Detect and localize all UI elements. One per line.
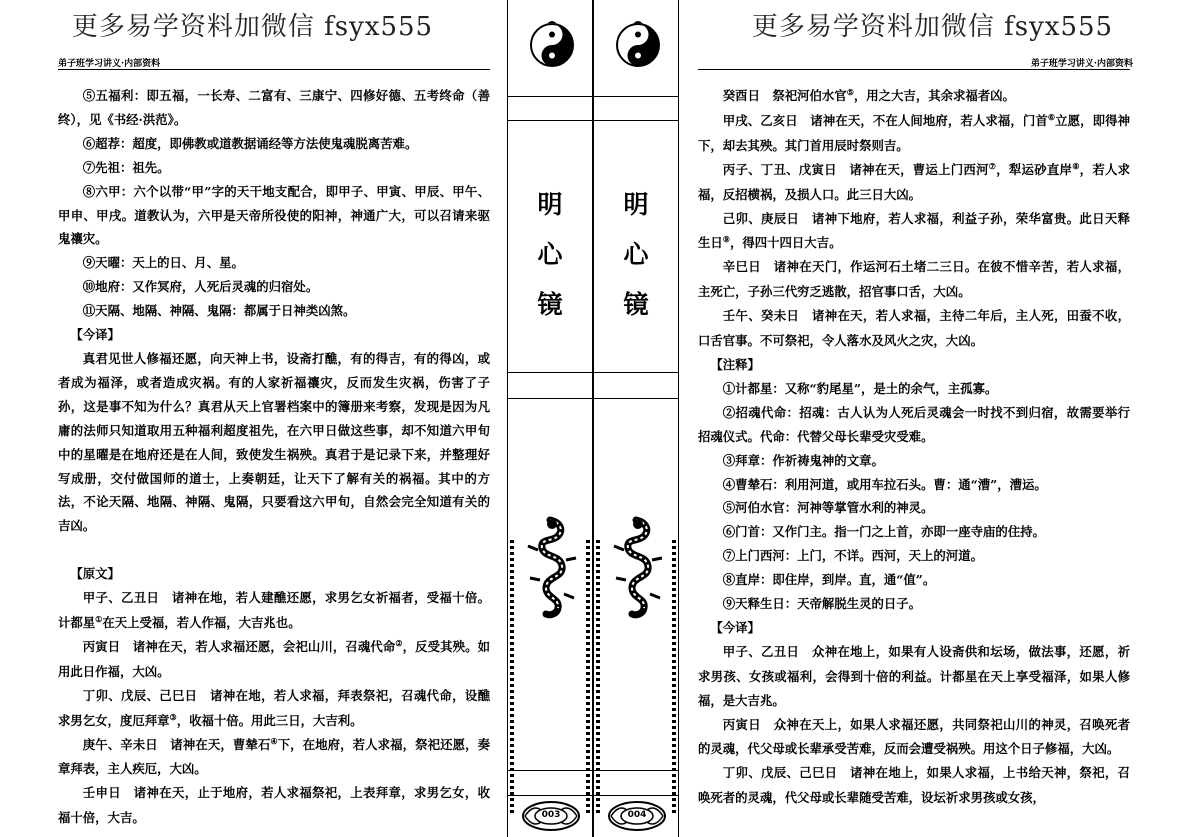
taiji-icon	[527, 18, 577, 68]
note-paragraph: ⑦先祖：祖先。	[82, 159, 170, 175]
entry-day: 癸酉日	[722, 89, 760, 103]
footnote-ref: ④	[270, 735, 278, 746]
spine-title: 明 心 镜	[623, 190, 649, 319]
entry-day: 己卯、庚辰日	[722, 211, 800, 226]
footnote-ref: ⑦	[988, 160, 997, 171]
spine-stripe	[586, 540, 590, 815]
spine-stripe	[596, 540, 600, 815]
entry-paragraph: 甲子、乙丑日 诸神在地，若人建醮还愿，求男乞女祈福者，受福十倍。计都星①在天上受福，若人作福，大吉兆也。	[58, 590, 491, 631]
section-heading-jinyi: 【今译】	[70, 327, 120, 343]
page-number-ornament	[521, 799, 581, 833]
dragon-icon	[522, 516, 580, 620]
entry-paragraph: 丙寅日 诸神在天，若人求福还愿，会祀山川，召魂代命②，反受其殃。如用此日作福，大凶。	[58, 637, 491, 679]
note-paragraph: ⑪天隔、地隔、神隔、鬼隔：都属于日神类凶煞。	[82, 303, 356, 319]
translation-paragraph: 丁卯、戊辰、己巳日 诸神在地上，如果人求福，上书给天神，祭祀，召唤死者的灵魂，代父母或长辈随受苦难，设坛祈求男孩或女孩，	[698, 765, 1131, 806]
book-spine	[505, 0, 680, 837]
entry-day: 辛巳日	[722, 260, 762, 275]
spine-strip-right	[593, 0, 679, 837]
spine-rule	[508, 398, 592, 399]
note-paragraph: ⑤河伯水官：河神等掌管水利的神灵。	[722, 500, 934, 516]
entry-paragraph: 壬午、癸未日 诸神在天，若人求福，主待二年后，主人死，田蚕不收，口舌官事。不可祭祀，令人落水及风火之灾，大凶。	[698, 308, 1131, 349]
entry-day: 丙子、丁丑、戊寅日	[722, 162, 837, 177]
entry-day: 甲子、乙丑日	[82, 591, 160, 606]
note-paragraph: ②招魂代命：招魂：古人认为人死后灵魂会一时找不到归宿，故需要举行招魂仪式。代命：代替父母长辈受灾受难。	[698, 404, 1130, 444]
note-paragraph: ⑨天释生日：天帝解脱生灵的日子。	[722, 596, 922, 612]
section-heading-yuanwen: 【原文】	[70, 566, 120, 582]
entry-paragraph: 辛巳日 诸神在天门，作运河石土堵二三日。在彼不惜辛苦，若人求福，主死亡，子孙三代穷乏逃散，招官事口舌，大凶。	[698, 259, 1131, 300]
entry-day: 丁卯、戊辰、己巳日	[82, 688, 198, 703]
note-paragraph: ④曹辇石：利用河道，或用车拉石头。曹：通“漕”，漕运。	[722, 476, 1047, 492]
note-paragraph: ⑧直岸：即住岸，到岸。直，通“值”。	[722, 572, 936, 588]
spine-rule	[594, 770, 678, 771]
spine-strip-left	[507, 0, 593, 837]
translation-paragraph: 甲子、乙丑日 众神在地上，如果有人设斋供和坛场，做法事，还愿，祈求男孩、女孩或福利，会得到十倍的利益。计都星在天上享受福泽，如果人修福，是大吉兆。	[698, 643, 1131, 708]
page-number-ornament	[607, 799, 667, 833]
entry-day: 丁卯、戊辰、己巳日	[722, 766, 838, 781]
dragon-icon	[608, 516, 666, 620]
footnote-ref: ②	[395, 637, 403, 648]
series-note: 弟子班学习讲义·内部资料	[58, 59, 161, 69]
right-page	[680, 0, 1185, 837]
note-paragraph: ⑥超荐：超度，即佛教或道教据诵经等方法使鬼魂脱离苦难。	[82, 135, 418, 151]
note-paragraph: ⑥门首：又作门主。指一门之上首，亦即一座寺庙的住持。	[722, 524, 1045, 540]
header-rule	[58, 69, 490, 70]
entry-day: 壬午、癸未日	[722, 309, 800, 324]
translation-paragraph: 真君见世人修福还愿，向天神上书，设斋打醮，有的得吉，有的得凶，或者成为福泽，或者造成灾祸。有的人家祈福禳灾，反而发生灾祸，伤害了子孙，这是事不知为什么？真君从天上官署档案中的簿册来考察，发现是因为凡庸的法师只知道取用五种福利超度祖先，在六甲日做这些事，却不知道六甲旬中的星曜是在地府还是在人间，致使发生祸殃。真君于是记录下来，并整理好写成册，交付做国师的道士，上奏朝廷，让天下了解有关的祸福。其中的方法，不论天隔、地隔、神隔、鬼隔，只要看这六甲旬，自然会完全知道有关的吉凶。	[58, 350, 490, 534]
translation-paragraph: 丙寅日 众神在天上，如果人求福还愿，共同祭祀山川的神灵，召唤死者的灵魂，代父母或长辈承受苦难，反而会遭受祸殃。用这个日子修福，大凶。	[698, 716, 1131, 757]
note-paragraph: ⑦上门西河：上门，不详。西河，天上的河道。	[722, 548, 983, 564]
entry-paragraph: 庚午、辛未日 诸神在天，曹辇石④下，在地府，若人求福，祭祀还愿，奏章拜表，主人疾厄，大凶。	[58, 735, 491, 777]
entry-paragraph: 己卯、庚辰日 诸神下地府，若人求福，利益子孙，荣华富贵。此日天释生日⑨，得四十四日大吉。	[698, 210, 1131, 251]
entry-day: 庚午、辛未日	[82, 737, 158, 752]
spine-stripe	[510, 540, 514, 815]
header-rule	[698, 69, 1130, 70]
footnote-ref: ⑤	[846, 86, 854, 97]
page-number: 003	[541, 810, 561, 820]
watermark: 更多易学资料加微信 fsyx555	[751, 12, 1114, 42]
section-heading-jinyi: 【今译】	[710, 619, 760, 635]
note-paragraph: ⑤五福利：即五福，一长寿、二富有、三康宁、四修好德、五考终命（善终），见《书经·洪范》。	[58, 88, 490, 127]
left-body	[58, 84, 490, 830]
footnote-ref: ⑧	[1072, 160, 1080, 171]
entry-paragraph: 癸酉日 祭祀河伯水官⑤，用之大吉，其余求福者凶。	[722, 86, 1015, 103]
taiji-icon	[613, 18, 663, 68]
spine-rule	[508, 770, 592, 771]
spine-rule	[508, 372, 592, 373]
note-paragraph: ⑩地府：又作冥府，人死后灵魂的归宿处。	[82, 279, 319, 295]
entry-day: 丙寅日	[722, 717, 762, 732]
spine-rule	[594, 372, 678, 373]
spine-rule	[594, 96, 678, 97]
page-number: 004	[627, 810, 647, 820]
note-paragraph: ⑧六甲：六个以带“甲”字的天干地支配合，即甲子、甲寅、甲辰、甲午、甲申、甲戌。道教认为，六甲是天帝所役使的阳神，神通广大，可以召请来驱鬼禳灾。	[58, 183, 490, 247]
section-heading-zhushi: 【注释】	[710, 356, 760, 372]
left-page	[0, 0, 505, 837]
entry-day: 甲子、乙丑日	[722, 644, 800, 659]
entry-day: 壬申日	[82, 786, 122, 801]
entry-paragraph: 丙子、丁丑、戊寅日 诸神在天，曹运上门西河⑦，犁运砂直岸⑧，若人求福，反招横祸，及损人口。此三日大凶。	[698, 160, 1131, 202]
entry-paragraph: 甲戌、乙亥日 诸神在天，不在人间地府，若人求福，门首⑥立愿，即得神下，却去其殃。其门首用辰时祭则吉。	[698, 111, 1131, 153]
watermark: 更多易学资料加微信 fsyx555	[71, 12, 434, 42]
footnote-ref: ⑨	[722, 234, 730, 245]
spine-rule	[508, 96, 592, 97]
spine-rule	[508, 795, 592, 796]
series-note: 弟子班学习讲义·内部资料	[1030, 59, 1133, 69]
spine-title: 明 心 镜	[537, 190, 563, 319]
note-paragraph: ③拜章：作祈祷鬼神的文章。	[722, 452, 884, 468]
note-paragraph: ①计都星：又称“豹尾星”，是土的余气，主孤寡。	[722, 380, 998, 396]
note-paragraph: ⑨天曜：天上的日、月、星。	[82, 255, 244, 271]
entry-day: 甲戌、乙亥日	[722, 113, 798, 128]
entry-paragraph: 丁卯、戊辰、己巳日 诸神在地，若人求福，拜表祭祀，召魂代命，设醮求男乞女，度厄拜章③，收福十倍。用此三日，大吉利。	[58, 687, 491, 728]
footnote-ref: ⑥	[1047, 111, 1056, 122]
entry-day: 丙寅日	[82, 639, 121, 654]
spine-rule	[594, 398, 678, 399]
right-body	[698, 84, 1130, 810]
footnote-ref: ③	[169, 711, 177, 722]
entry-paragraph: 壬申日 诸神在天，止于地府，若人求福祭祀，上表拜章，求男乞女，收福十倍，大吉。	[58, 785, 491, 826]
spine-rule	[594, 120, 678, 121]
footnote-ref: ①	[95, 613, 103, 624]
spine-rule	[508, 120, 592, 121]
spine-stripe	[672, 540, 676, 815]
spine-rule	[594, 795, 678, 796]
